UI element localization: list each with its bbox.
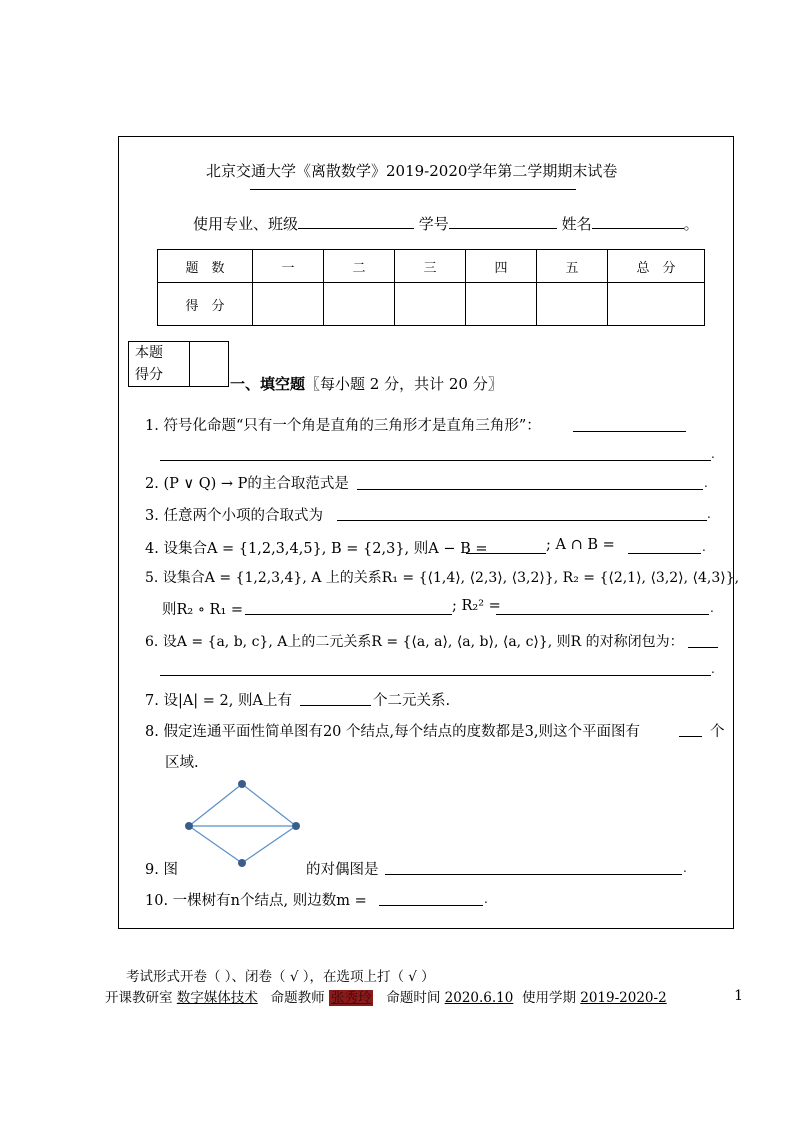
graph-edge (189, 784, 242, 826)
score-box-line2: 得分 (135, 367, 163, 383)
question-8-part-c: 区域. (165, 755, 199, 771)
question-7-part-a: 7. 设|A| = 2, 则A上有 (145, 693, 292, 709)
answer-line[interactable] (679, 736, 702, 737)
question-5-part-b: 则R₂ ∘ R₁ = (162, 602, 244, 618)
graph-edge (242, 826, 296, 863)
question-1: 1. 符号化命题“只有一个角是直角的三角形才是直角三角形”： (145, 418, 541, 434)
question-4-part-b: ; A ∩ B = (546, 537, 615, 553)
score-cell-total[interactable] (608, 283, 705, 326)
section-note: 〖每小题 2 分，共计 20 分〗 (305, 375, 503, 393)
answer-line[interactable] (357, 489, 703, 490)
graph-figure (180, 775, 305, 872)
exam-format-note: 考试形式开卷（ ）、闭卷（ √ ），在选项上打（ √ ） (126, 969, 435, 985)
question-6: 6. 设A = {a, b, c}, A上的二元关系R = {⟨a, a⟩, ⟨a, b⟩, ⟨a, c⟩}, 则R 的对称闭包为： (145, 634, 684, 650)
answer-line[interactable] (385, 874, 682, 875)
answer-line[interactable] (496, 614, 709, 615)
question-3: 3. 任意两个小项的合取式为 (145, 508, 323, 524)
id-field[interactable] (449, 214, 557, 229)
dept-label: 开课教研室 (105, 990, 173, 1006)
title-rule (250, 189, 576, 190)
answer-line[interactable] (628, 553, 701, 554)
graph-node (238, 780, 246, 788)
score-header-1: 一 (253, 250, 324, 283)
id-label: 学号 (418, 215, 449, 233)
question-2: 2. (P ∨ Q) → P的主合取范式是 (145, 476, 349, 492)
score-cell[interactable] (537, 283, 608, 326)
section-score-label (129, 342, 190, 387)
question-5-line1: 5. 设集合A = {1,2,3,4}, A 上的关系R₁ = {⟨1,4⟩, ⟨2,3⟩, ⟨3,2⟩}, R₂ = {⟨2,1⟩, ⟨3,2⟩, ⟨4,3⟩}, (145, 570, 740, 586)
question-9-part-a: 9. 图 (145, 862, 178, 878)
answer-line[interactable] (466, 553, 546, 554)
major-label: 使用专业、班级 (193, 215, 299, 233)
section-title: 一、填空题 (230, 375, 306, 393)
section-heading (230, 373, 503, 394)
answer-line[interactable] (688, 647, 718, 648)
name-field[interactable] (592, 214, 684, 229)
answer-line[interactable] (160, 460, 711, 461)
answer-line[interactable] (300, 705, 371, 706)
answer-line[interactable] (379, 905, 483, 906)
exam-meta (105, 986, 667, 1006)
graph-node (292, 822, 300, 830)
graph-edge (189, 826, 242, 863)
teacher-label: 命题教师 (270, 990, 325, 1006)
score-header-label: 题 数 (158, 250, 253, 283)
question-5-part-c: ; R₂² = (452, 598, 501, 614)
score-row-label: 得 分 (158, 283, 253, 326)
teacher-value: 张秀玲 (330, 990, 372, 1006)
score-header-2: 二 (324, 250, 395, 283)
graph-node (185, 822, 193, 830)
score-header-5: 五 (537, 250, 608, 283)
answer-line[interactable] (245, 614, 452, 615)
time-label: 命题时间 (386, 990, 441, 1006)
question-8-part-a: 8. 假定连通平面性简单图有20 个结点,每个结点的度数都是3,则这个平面图有 (145, 724, 640, 740)
graph-node (238, 859, 246, 867)
info-end: 。 (683, 215, 699, 233)
score-header-total: 总 分 (608, 250, 705, 283)
time-value: 2020.6.10 (444, 990, 514, 1006)
term-value: 2019-2020-2 (580, 990, 667, 1006)
score-header-3: 三 (395, 250, 466, 283)
answer-line[interactable] (337, 520, 707, 521)
answer-line[interactable] (160, 675, 711, 676)
score-cell[interactable] (466, 283, 537, 326)
score-table (157, 249, 705, 326)
section-score-cell[interactable] (190, 342, 229, 387)
section-score-box (128, 341, 229, 387)
question-4-part-a: 4. 设集合A = {1,2,3,4,5}, B = {2,3}, 则A − B = (145, 541, 488, 557)
question-8-part-b: 个 (710, 724, 725, 740)
student-info (193, 213, 699, 234)
major-field[interactable] (298, 214, 414, 229)
term-label: 使用学期 (521, 990, 576, 1006)
graph-edge (242, 784, 296, 826)
name-label: 姓名 (561, 215, 592, 233)
question-10: 10. 一棵树有n个结点, 则边数m = (145, 893, 367, 909)
exam-title: 北京交通大学《离散数学》2019-2020学年第二学期期末试卷 (206, 162, 618, 180)
page-number: 1 (734, 988, 743, 1004)
score-cell[interactable] (324, 283, 395, 326)
answer-line[interactable] (573, 431, 686, 432)
score-cell[interactable] (253, 283, 324, 326)
question-9-part-b: 的对偶图是 (306, 862, 379, 878)
score-header-4: 四 (466, 250, 537, 283)
dept-value: 数字媒体技术 (176, 990, 258, 1006)
score-box-line1: 本题 (135, 345, 163, 361)
score-cell[interactable] (395, 283, 466, 326)
question-7-part-b: 个二元关系. (373, 693, 451, 709)
